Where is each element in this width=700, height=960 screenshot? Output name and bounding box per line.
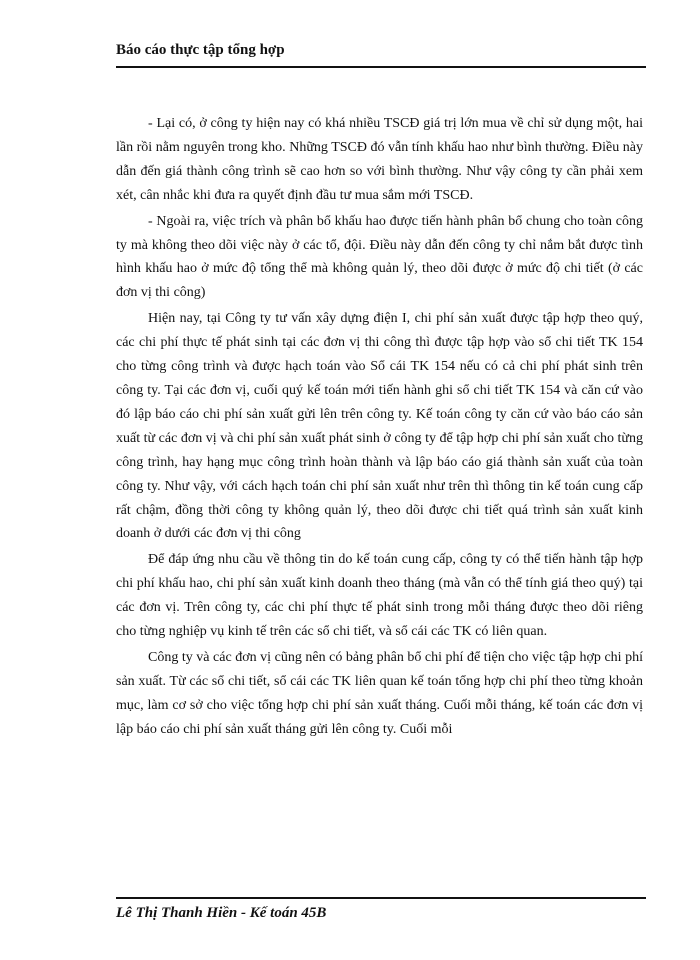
- paragraph: Hiện nay, tại Công ty tư vấn xây dựng điện I, chi phí sản xuất được tập hợp theo quý, các chi phí thực tế phát sinh tại các đơn vị thi công thì được tập hợp vào sổ chi tiết TK 154 cho từng công trình và được hạch toán vào Sổ cái TK 154 nếu có cả chi phí phát sinh trên công ty. Tại các đơn vị, cuối quý kế toán mới tiến hành ghi sổ chi tiết TK 154 và căn cứ vào đó lập báo cáo chi phí sản xuất gửi lên trên công ty. Kế toán công ty căn cứ vào báo cáo sản xuất từ các đơn vị và chi phí sản xuất phát sinh ở công ty để tập hợp chi phí sản xuất cho từng công trình, hay hạng mục công trình hoàn thành và lập báo cáo giá thành sản xuất của toàn công ty. Như vậy, với cách hạch toán chi phí sản xuất như trên thì thông tin kế toán cung cấp rất chậm, đồng thời công ty không quản lý, theo dõi được chi tiết quá trình sản xuất kinh doanh ở dưới các đơn vị thi công: [116, 311, 643, 542]
- page-footer: [116, 897, 646, 929]
- document-body: [116, 112, 643, 744]
- paragraph: - Ngoài ra, việc trích và phân bổ khấu hao được tiến hành phân bổ chung cho toàn công ty mà không theo dõi việc này ở các tổ, đội. Điều này dẫn đến công ty chỉ nắm bắt được tình hình khấu hao ở mức độ tổng thể mà không quản lý, theo dõi được ở mức độ chi tiết (ở các đơn vị thi công): [116, 213, 643, 301]
- footer-author: Lê Thị Thanh Hiền - Kế toán 45B: [116, 905, 327, 921]
- paragraph: - Lại có, ở công ty hiện nay có khá nhiều TSCĐ giá trị lớn mua về chỉ sử dụng một, hai lần rồi nằm nguyên trong kho. Những TSCĐ đó vẫn tính khấu hao như bình thường. Điều này dẫn đến giá thành công trình sẽ cao hơn so với bình thường. Như vậy công ty cần phải xem xét, cân nhắc khi đưa ra quyết định đầu tư mua sắm mới TSCĐ.: [116, 116, 643, 203]
- page-header: [116, 40, 646, 68]
- report-title: Báo cáo thực tập tổng hợp: [116, 42, 285, 58]
- paragraph: Để đáp ứng nhu cầu về thông tin do kế toán cung cấp, công ty có thể tiến hành tập hợp chi phí khấu hao, chi phí sản xuất kinh doanh theo tháng (mà vẫn có thể tính giá theo quý) tại các đơn vị. Trên công ty, các chi phí thực tế phát sinh trong mỗi tháng được theo dõi riêng cho từng nghiệp vụ kinh tế trên các sổ chi tiết, và sổ cái các TK có liên quan.: [116, 552, 643, 640]
- paragraph: Công ty và các đơn vị cũng nên có bảng phân bổ chi phí để tiện cho việc tập hợp chi phí sản xuất. Từ các sổ chi tiết, sổ cái các TK liên quan kế toán tổng hợp chi phí theo từng khoản mục, làm cơ sở cho việc tổng hợp chi phí sản xuất tháng. Cuối mỗi tháng, kế toán các đơn vị lập báo cáo chi phí sản xuất tháng gửi lên công ty. Cuối mỗi: [116, 649, 643, 737]
